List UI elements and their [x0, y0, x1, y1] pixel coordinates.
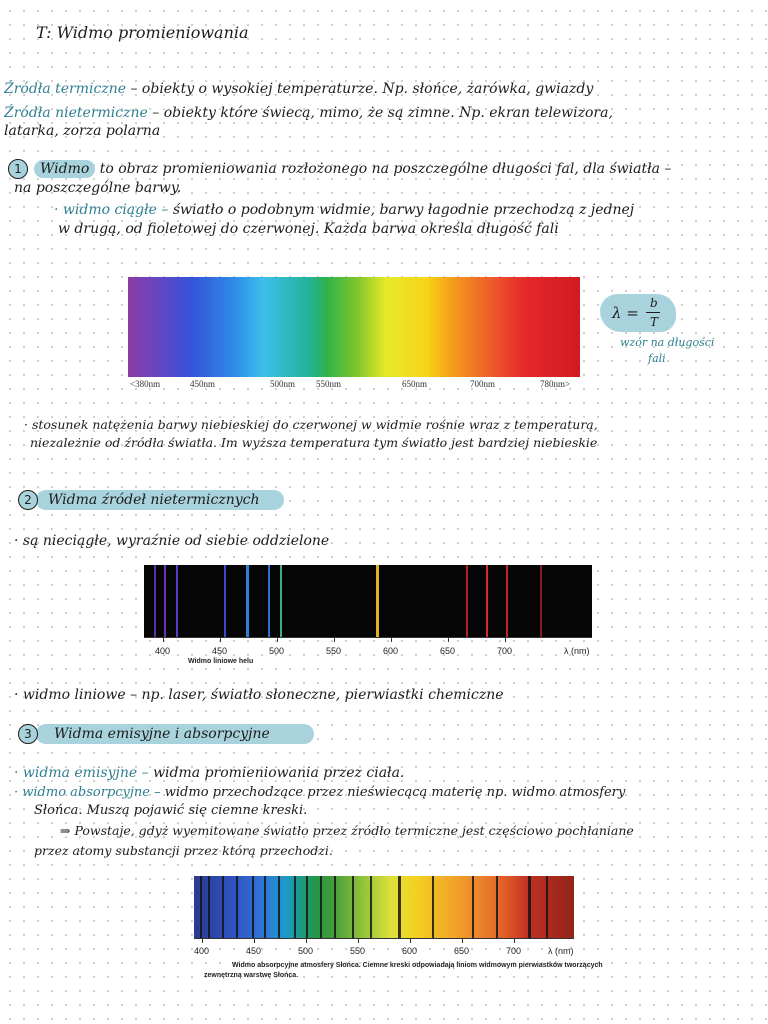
spectrum-label: 550nm	[316, 379, 342, 389]
absorption-line	[528, 876, 531, 938]
absorption-line	[222, 876, 224, 938]
absorption-line	[306, 876, 308, 938]
spectrum-label: 500nm	[270, 379, 296, 389]
section-2-heading: Widma źródeł nietermicznych	[48, 492, 260, 508]
absorption-line	[546, 876, 548, 938]
axis-tick	[391, 638, 392, 642]
emission-text: widma promieniowania przez ciała.	[153, 765, 405, 781]
spectral-line	[268, 565, 270, 637]
section-3-heading: Widma emisyjne i absorpcyjne	[54, 726, 270, 742]
axis-tick-label: 500	[298, 946, 314, 956]
term-emission: · widma emisyjne –	[14, 765, 149, 781]
axis-tick	[163, 638, 164, 642]
section-1-number: 1	[8, 159, 28, 179]
spectrum-label: <380nm	[130, 379, 161, 389]
axis-tick	[277, 638, 278, 642]
axis-tick-label: 450	[246, 946, 262, 956]
helium-caption: Widmo liniowe helu	[188, 658, 254, 665]
axis-tick-label: 650	[440, 646, 456, 656]
spectral-line	[466, 565, 468, 637]
absorption-line	[334, 876, 336, 938]
axis-tick-label: 400	[155, 646, 171, 656]
absorption-line	[472, 876, 474, 938]
arrow-line-1: ⇒ Powstaje, gdyż wyemitowane światło przez źródło termiczne jest częściowo pochłaniane	[60, 823, 634, 838]
axis-tick	[462, 939, 463, 943]
absorption-line	[236, 876, 238, 938]
absorption-line	[252, 876, 254, 938]
axis-tick	[334, 638, 335, 642]
absorption-line	[278, 876, 280, 938]
spectrum-label: 780nm>	[540, 379, 571, 389]
axis-tick	[448, 638, 449, 642]
section-3-number: 3	[18, 724, 38, 744]
absorption-line	[294, 876, 296, 938]
spectral-line	[506, 565, 508, 637]
continuous-spectrum	[128, 277, 580, 377]
absorption-line	[200, 876, 202, 938]
absorption-text-1: widmo przechodzące przez nieświecącą materię np. widmo atmosfery	[164, 785, 626, 800]
axis-tick-label: 650	[454, 946, 470, 956]
term-absorption: · widmo absorpcyjne –	[14, 785, 161, 800]
helium-axis	[144, 637, 592, 638]
absorption-line	[352, 876, 354, 938]
axis-tick	[254, 939, 255, 943]
axis-tick-label: 450	[212, 646, 228, 656]
formula-denominator: T	[650, 315, 659, 329]
note-line-1: · stosunek natężenia barwy niebieskiej do czerwonej w widmie rośnie wraz z temperaturą,	[24, 417, 598, 432]
absorption-line	[320, 876, 322, 938]
axis-tick-label: 600	[402, 946, 418, 956]
absorption-line	[264, 876, 266, 938]
intro-line-1	[4, 80, 593, 98]
formula-note-1: wzór na długości	[620, 336, 715, 349]
solar-axis	[194, 938, 574, 939]
section-1-def-line-2: na poszczególne barwy.	[14, 180, 182, 196]
axis-tick-label: 400	[194, 946, 210, 956]
axis-unit-label: λ (nm)	[548, 946, 574, 956]
spectral-line	[280, 565, 282, 637]
axis-tick	[358, 939, 359, 943]
axis-tick-label: 600	[383, 646, 399, 656]
emission-line	[14, 764, 404, 782]
intro-line-2	[4, 104, 613, 122]
solar-caption-1: Widmo absorpcyjne atmosfery Słońca. Ciemne kreski odpowiadają liniom widmowym pierwiastków tworzących	[232, 962, 603, 969]
term-continuous-spectrum: · widmo ciągłe –	[54, 202, 169, 218]
absorption-line	[496, 876, 498, 938]
section-2-point-1: · są nieciągłe, wyraźnie od siebie oddzielone	[14, 533, 330, 549]
continuous-line-2: w drugą, od fioletowej do czerwonej. Każda barwa określa długość fali	[58, 221, 559, 237]
section-1-def-text-1: to obraz promieniowania rozłożonego na poszczególne długości fal, dla światła –	[99, 161, 672, 177]
spectral-line	[376, 565, 379, 637]
absorption-line	[370, 876, 372, 938]
axis-tick	[514, 939, 515, 943]
formula-note-2: fali	[648, 352, 666, 365]
axis-tick-label: 700	[497, 646, 513, 656]
intro-line-3: latarka, zorza polarna	[4, 123, 161, 139]
intro-line-1-rest: – obiekty o wysokiej temperaturze. Np. słońce, żarówka, gwiazdy	[130, 81, 594, 97]
spectral-line	[486, 565, 488, 637]
solar-caption-2: zewnętrzną warstwę Słońca.	[204, 972, 299, 979]
spectral-line	[176, 565, 178, 637]
spectral-line	[164, 565, 166, 637]
axis-tick	[220, 638, 221, 642]
term-widmo: Widmo	[34, 160, 95, 178]
note-line-2: niezależnie od źródła światła. Im wyższa temperatura tym światło jest bardziej niebieskie	[30, 435, 598, 450]
spectrum-label: 700nm	[470, 379, 496, 389]
absorption-line-2: Słońca. Muszą pojawić się ciemne kreski.	[34, 803, 308, 818]
absorption-line-1	[14, 784, 625, 802]
solar-absorption-spectrum	[194, 876, 574, 938]
page-title: T: Widmo promieniowania	[36, 23, 249, 42]
continuous-text-1: światło o podobnym widmie, barwy łagodnie przechodzą z jednej	[172, 202, 635, 218]
axis-tick	[410, 939, 411, 943]
absorption-line	[398, 876, 401, 938]
spectral-line	[246, 565, 249, 637]
absorption-line	[208, 876, 210, 938]
axis-tick	[202, 939, 203, 943]
spectral-line	[540, 565, 542, 637]
continuous-line-1	[54, 201, 634, 219]
intro-line-2-rest: – obiekty które świecą, mimo, że są zimne. Np. ekran telewizora,	[152, 105, 613, 121]
arrow-line-2: przez atomy substancji przez którą przechodzi.	[34, 843, 333, 858]
spectral-line	[224, 565, 226, 637]
axis-unit-label: λ (nm)	[564, 646, 590, 656]
axis-tick-label: 700	[506, 946, 522, 956]
helium-line-spectrum	[144, 565, 592, 637]
formula-lambda: λ =	[612, 304, 639, 322]
spectrum-label: 450nm	[190, 379, 216, 389]
axis-tick-label: 550	[350, 946, 366, 956]
spectral-line	[154, 565, 156, 637]
axis-tick	[505, 638, 506, 642]
section-2-point-2: · widmo liniowe – np. laser, światło słoneczne, pierwiastki chemiczne	[14, 687, 504, 703]
term-thermal-sources: Źródła termiczne	[4, 81, 127, 97]
axis-tick-label: 500	[269, 646, 285, 656]
formula-numerator: b	[650, 296, 658, 310]
section-2-number: 2	[18, 490, 38, 510]
axis-tick-label: 550	[326, 646, 342, 656]
spectrum-label: 650nm	[402, 379, 428, 389]
section-1-def-line-1	[34, 160, 671, 178]
absorption-line	[432, 876, 434, 938]
axis-tick	[306, 939, 307, 943]
term-nonthermal-sources: Źródła nietermiczne	[4, 105, 148, 121]
